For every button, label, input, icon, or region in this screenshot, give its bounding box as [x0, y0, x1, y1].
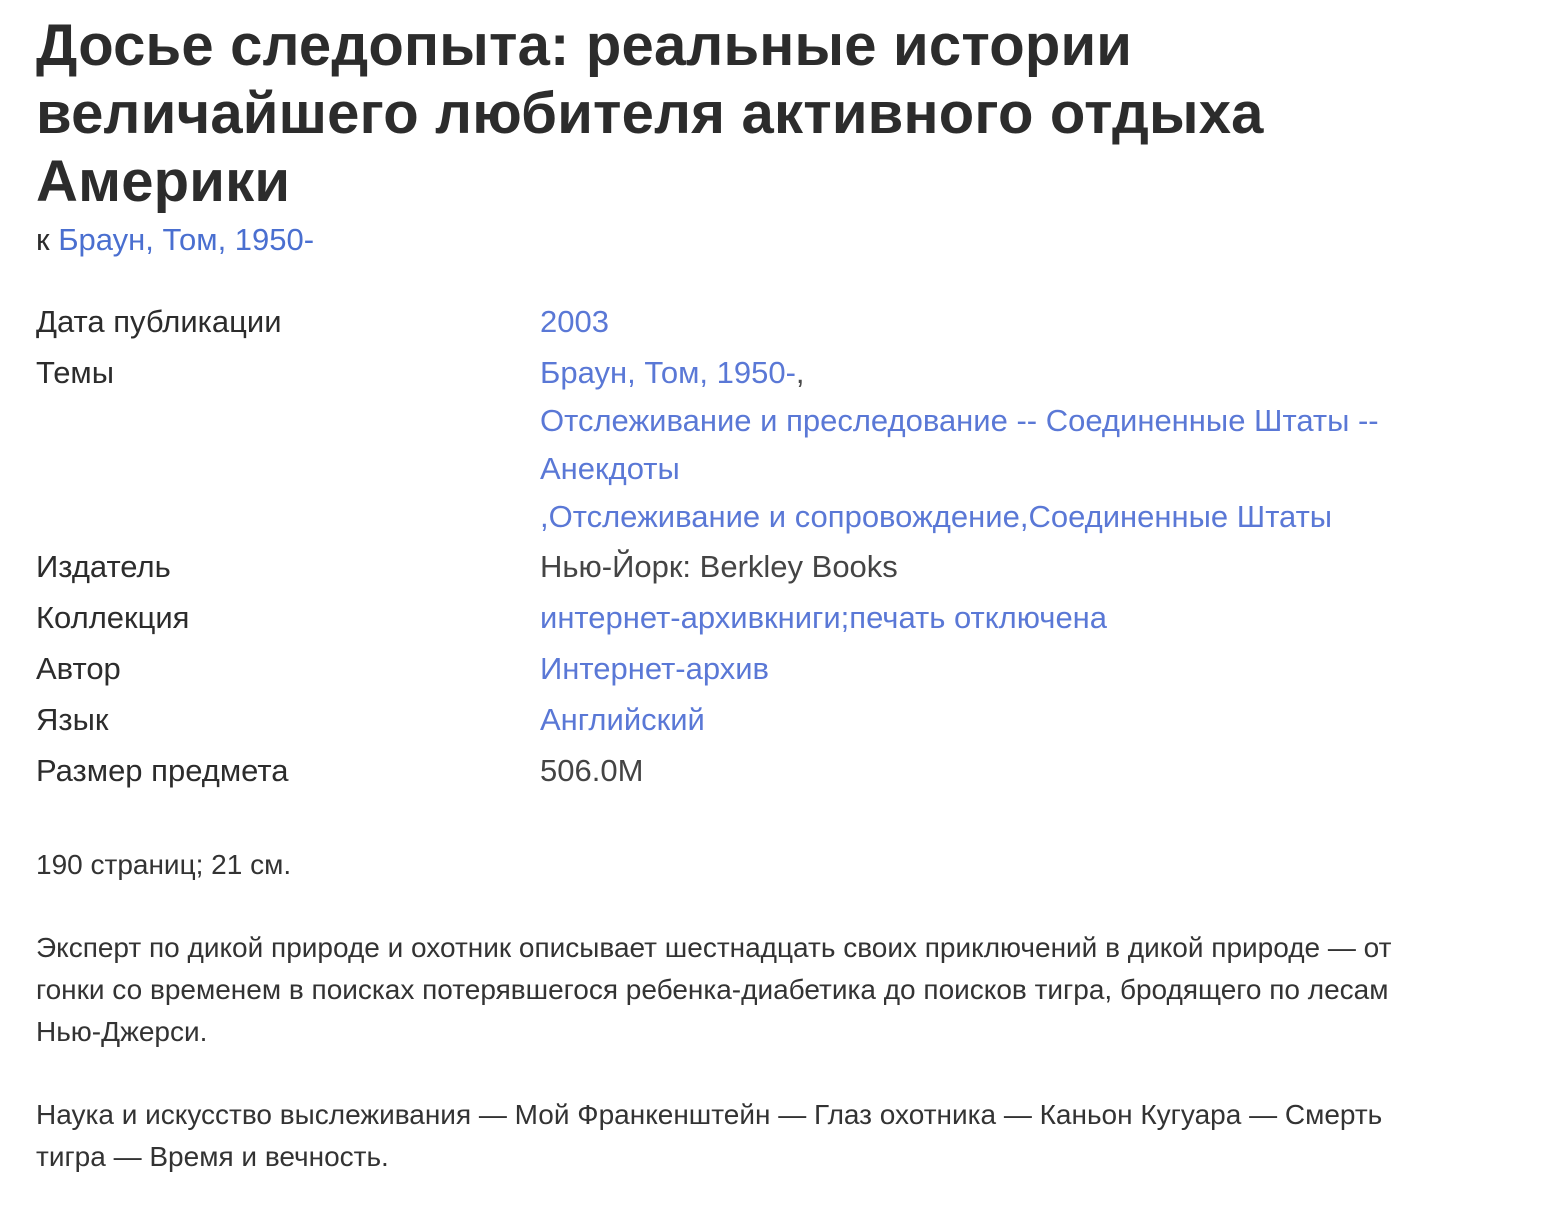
topic-link-usa[interactable]: Соединенные Штаты [1028, 499, 1333, 534]
publisher-label: Издатель [36, 549, 171, 584]
topic-link-tracking[interactable]: Отслеживание и преследование -- Соединенные Штаты -- Анекдоты [540, 403, 1379, 486]
contributor-label: Автор [36, 651, 121, 686]
item-description [36, 844, 1456, 1178]
metadata-row-collection [36, 592, 1496, 643]
metadata-row-contributor [36, 643, 1496, 694]
topics-label: Темы [36, 355, 115, 390]
item-size-label: Размер предмета [36, 753, 289, 788]
topics-list [540, 347, 1496, 541]
metadata-row-publisher [36, 541, 1496, 592]
topic-separator: , [795, 355, 805, 390]
language-link[interactable]: Английский [540, 702, 705, 737]
topic-link-author[interactable]: Браун, Том, 1950- [540, 355, 796, 390]
publish-date-link[interactable]: 2003 [540, 304, 609, 339]
item-page [36, 0, 1516, 1219]
metadata-row-topics [36, 347, 1496, 541]
description-contents: Наука и искусство выслеживания — Мой Франкенштейн — Глаз охотника — Каньон Кугуара — Смерть тигра — Время и вечность. [36, 1099, 1383, 1172]
collection-link-print-disabled[interactable]: печать отключена [849, 600, 1108, 635]
publish-date-label: Дата публикации [36, 304, 282, 339]
collection-label: Коллекция [36, 600, 190, 635]
metadata-table [36, 296, 1496, 796]
byline-prefix: к [36, 222, 50, 257]
metadata-row-item-size [36, 745, 1496, 796]
item-size-value: 506.0M [540, 753, 644, 788]
item-byline [36, 220, 1516, 260]
description-summary: Эксперт по дикой природе и охотник описывает шестнадцать своих приключений в дикой природе — от гонки со временем в поисках потерявшегося ребенка-диабетика до поисков тигра, бродящего по лесам Нью-Джерси. [36, 932, 1392, 1047]
metadata-row-language [36, 694, 1496, 745]
publisher-value: Нью-Йорк: Berkley Books [540, 549, 898, 584]
collection-separator: ; [840, 600, 850, 635]
topic-link-tracking-escort[interactable]: Отслеживание и сопровождение [548, 499, 1020, 534]
item-title: Досье следопыта: реальные истории величайшего любителя активного отдыха Америки [36, 13, 1264, 214]
topic-separator: , [540, 499, 549, 534]
collection-link-books[interactable]: интернет-архивкниги [540, 600, 841, 635]
author-link[interactable]: Браун, Том, 1950- [58, 222, 315, 257]
metadata-row-publish-date [36, 296, 1496, 347]
contributor-link[interactable]: Интернет-архив [540, 651, 770, 686]
description-pages: 190 страниц; 21 см. [36, 849, 292, 880]
language-label: Язык [36, 702, 109, 737]
topic-separator: , [1019, 499, 1029, 534]
